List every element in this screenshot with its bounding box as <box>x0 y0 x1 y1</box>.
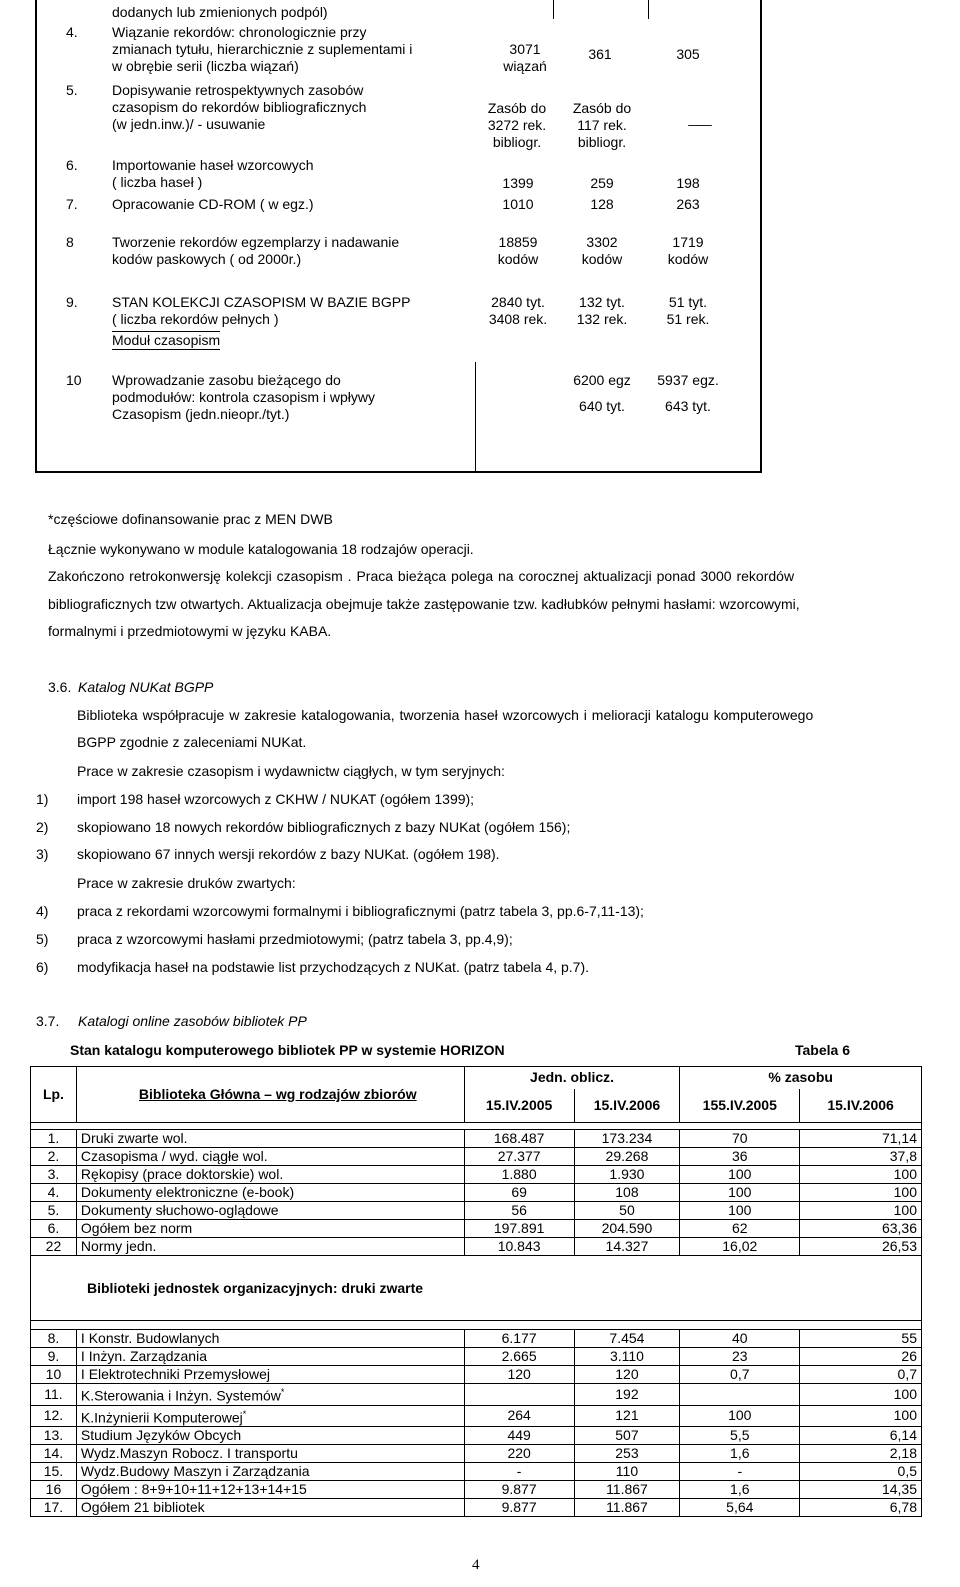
value-cell: 18859 kodów <box>497 234 539 267</box>
row-label: Opracowanie CD-ROM ( w egz.) <box>112 196 314 212</box>
table-row: 16 Ogółem : 8+9+10+11+12+13+14+15 9.877 11.867 1,6 14,35 <box>31 1481 922 1499</box>
value-cell: 5937 egz. 643 tyt. <box>657 372 719 414</box>
value-cell: 361 <box>588 46 612 62</box>
page-number: 4 <box>472 1557 480 1573</box>
list-item: skopiowano 18 nowych rekordów bibliograficznych z bazy NUKat (ogółem 156); <box>77 819 571 835</box>
header-name: Biblioteka Główna – wg rodzajów zbiorów <box>76 1067 464 1123</box>
list-number: 1) <box>36 791 49 807</box>
table-6 <box>30 1066 922 1517</box>
footnote: *częściowe dofinansowanie prac z MEN DWB <box>48 511 333 527</box>
table-row: 3. Rękopisy (prace doktorskie) wol. 1.880 1.930 100 100 <box>31 1166 922 1184</box>
section-title: Katalog NUKat BGPP <box>78 679 214 695</box>
table-header-row <box>31 1067 922 1089</box>
table-row: 6. Ogółem bez norm 197.891 204.590 62 63,36 <box>31 1220 922 1238</box>
table-row: 5. Dokumenty słuchowo-oglądowe 56 50 100 100 <box>31 1202 922 1220</box>
value-cell: 6200 egz 640 tyt. <box>573 372 631 414</box>
header-pct: % zasobu <box>680 1067 922 1089</box>
row-label: Importowanie haseł wzorcowych ( liczba haseł ) <box>112 157 314 190</box>
row-number: 10 <box>66 372 82 388</box>
value-cell: 2840 tyt. 3408 rek. <box>488 294 548 327</box>
table-row: 13. Studium Języków Obcych 449 507 5,5 6,14 <box>31 1427 922 1445</box>
header-date: 15.IV.2005 <box>464 1089 574 1123</box>
value-cell: 51 tyt. 51 rek. <box>666 294 710 327</box>
table-row: 15. Wydz.Budowy Maszyn i Zarządzania - 110 - 0,5 <box>31 1463 922 1481</box>
table-subheading-row <box>31 1256 922 1321</box>
row-number: 8 <box>66 234 74 250</box>
table-row: 8. I Konstr. Budowlanych 6.177 7.454 40 55 <box>31 1330 922 1348</box>
section-title: Katalogi online zasobów bibliotek PP <box>78 1013 307 1029</box>
list-item: import 198 haseł wzorcowych z CKHW / NUKAT (ogółem 1399); <box>77 791 475 807</box>
table-row: 9. I Inżyn. Zarządzania 2.665 3.110 23 26 <box>31 1348 922 1366</box>
value-cell: Zasób do 117 rek. bibliogr. <box>572 100 632 150</box>
row-number: 4. <box>66 24 78 40</box>
header-lp: Lp. <box>31 1067 77 1123</box>
value-cell: 198 <box>676 175 700 191</box>
list-number: 6) <box>36 959 49 975</box>
row-label: Dopisywanie retrospektywnych zasobów czasopism do rekordów bibliograficznych (w jedn.inw.)/ - usuwanie <box>112 82 367 132</box>
row-number: 5. <box>66 82 78 98</box>
value-cell: 128 <box>590 196 614 212</box>
value-cell: 1399 <box>502 175 534 191</box>
value-cell: 3302 kodów <box>581 234 623 267</box>
table-row: 11. K.Sterowania i Inżyn. Systemów* 192 100 <box>31 1384 922 1406</box>
section-number: 3.7. <box>36 1013 60 1029</box>
table-row: 22 Normy jedn. 10.843 14.327 16,02 26,53 <box>31 1238 922 1256</box>
subheading: Prace w zakresie druków zwartych: <box>77 875 296 891</box>
header-date: 15.IV.2006 <box>800 1089 922 1123</box>
list-number: 5) <box>36 931 49 947</box>
row-label: Tworzenie rekordów egzemplarzy i nadawanie kodów paskowych ( od 2000r.) <box>112 234 400 267</box>
table-row: 1. Druki zwarte wol. 168.487 173.234 70 71,14 <box>31 1130 922 1148</box>
empty-dash: ___ <box>688 110 712 126</box>
list-number: 3) <box>36 846 49 862</box>
list-number: 4) <box>36 903 49 919</box>
value-cell: 132 tyt. 132 rek. <box>576 294 628 327</box>
paragraph: Łącznie wykonywano w module katalogowania 18 rodzajów operacji. <box>48 541 474 557</box>
row3-continuation: dodanych lub zmienionych podpól) <box>112 4 328 20</box>
table-row: 12. K.Inżynierii Komputerowej* 264 121 100 100 <box>31 1405 922 1427</box>
table-caption: Stan katalogu komputerowego bibliotek PP w systemie HORIZON <box>70 1042 505 1058</box>
row-label: Wiązanie rekordów: chronologicznie przy zmianach tytułu, hierarchicznie z suplementami i w obrębie serii (liczba wiązań) <box>112 24 413 74</box>
table-row: 14. Wydz.Maszyn Robocz. I transportu 220 253 1,6 2,18 <box>31 1445 922 1463</box>
header-jedn: Jedn. oblicz. <box>464 1067 680 1089</box>
value-cell: 263 <box>676 196 700 212</box>
list-number: 2) <box>36 819 49 835</box>
section-number: 3.6. <box>48 679 72 695</box>
list-item: modyfikacja haseł na podstawie list przychodzących z NUKat. (patrz tabela 4, p.7). <box>77 959 590 975</box>
value-cell: 259 <box>590 175 614 191</box>
value-cell: 305 <box>676 46 700 62</box>
header-date: 155.IV.2005 <box>680 1089 800 1123</box>
table-row: 4. Dokumenty elektroniczne (e-book) 69 108 100 100 <box>31 1184 922 1202</box>
table-row: 2. Czasopisma / wyd. ciągłe wol. 27.377 29.268 36 37,8 <box>31 1148 922 1166</box>
value-cell: 1719 kodów <box>667 234 709 267</box>
list-item: praca z wzorcowymi hasłami przedmiotowymi; (patrz tabela 3, pp.4,9); <box>77 931 513 947</box>
subheading: Biblioteki jednostek organizacyjnych: druki zwarte <box>31 1256 922 1321</box>
value-cell: 1010 <box>502 196 534 212</box>
table-label: Tabela 6 <box>795 1042 850 1058</box>
table-row: 10 I Elektrotechniki Przemysłowej 120 120 0,7 0,7 <box>31 1366 922 1384</box>
row-number: 7. <box>66 196 78 212</box>
row-number: 9. <box>66 294 78 310</box>
value-cell: 3071 wiązań <box>503 41 547 74</box>
list-item: praca z rekordami wzorcowymi formalnymi i bibliograficznymi (patrz tabela 3, pp.6-7,11-13); <box>77 903 644 919</box>
subheading: Prace w zakresie czasopism i wydawnictw ciągłych, w tym seryjnych: <box>77 763 505 779</box>
row-label: STAN KOLEKCJI CZASOPISM W BAZIE BGPP ( liczba rekordów pełnych ) Moduł czasopism <box>112 294 411 348</box>
header-date: 15.IV.2006 <box>574 1089 680 1123</box>
row-label: Wprowadzanie zasobu bieżącego do podmodułów: kontrola czasopism i wpływy Czasopism (jedn.nieopr./tyt.) <box>112 372 375 422</box>
list-item: skopiowano 67 innych wersji rekordów z bazy NUKat. (ogółem 198). <box>77 846 500 862</box>
table-row: 17. Ogółem 21 bibliotek 9.877 11.867 5,64 6,78 <box>31 1499 922 1517</box>
value-cell: Zasób do 3272 rek. bibliogr. <box>487 100 547 150</box>
row-number: 6. <box>66 157 78 173</box>
